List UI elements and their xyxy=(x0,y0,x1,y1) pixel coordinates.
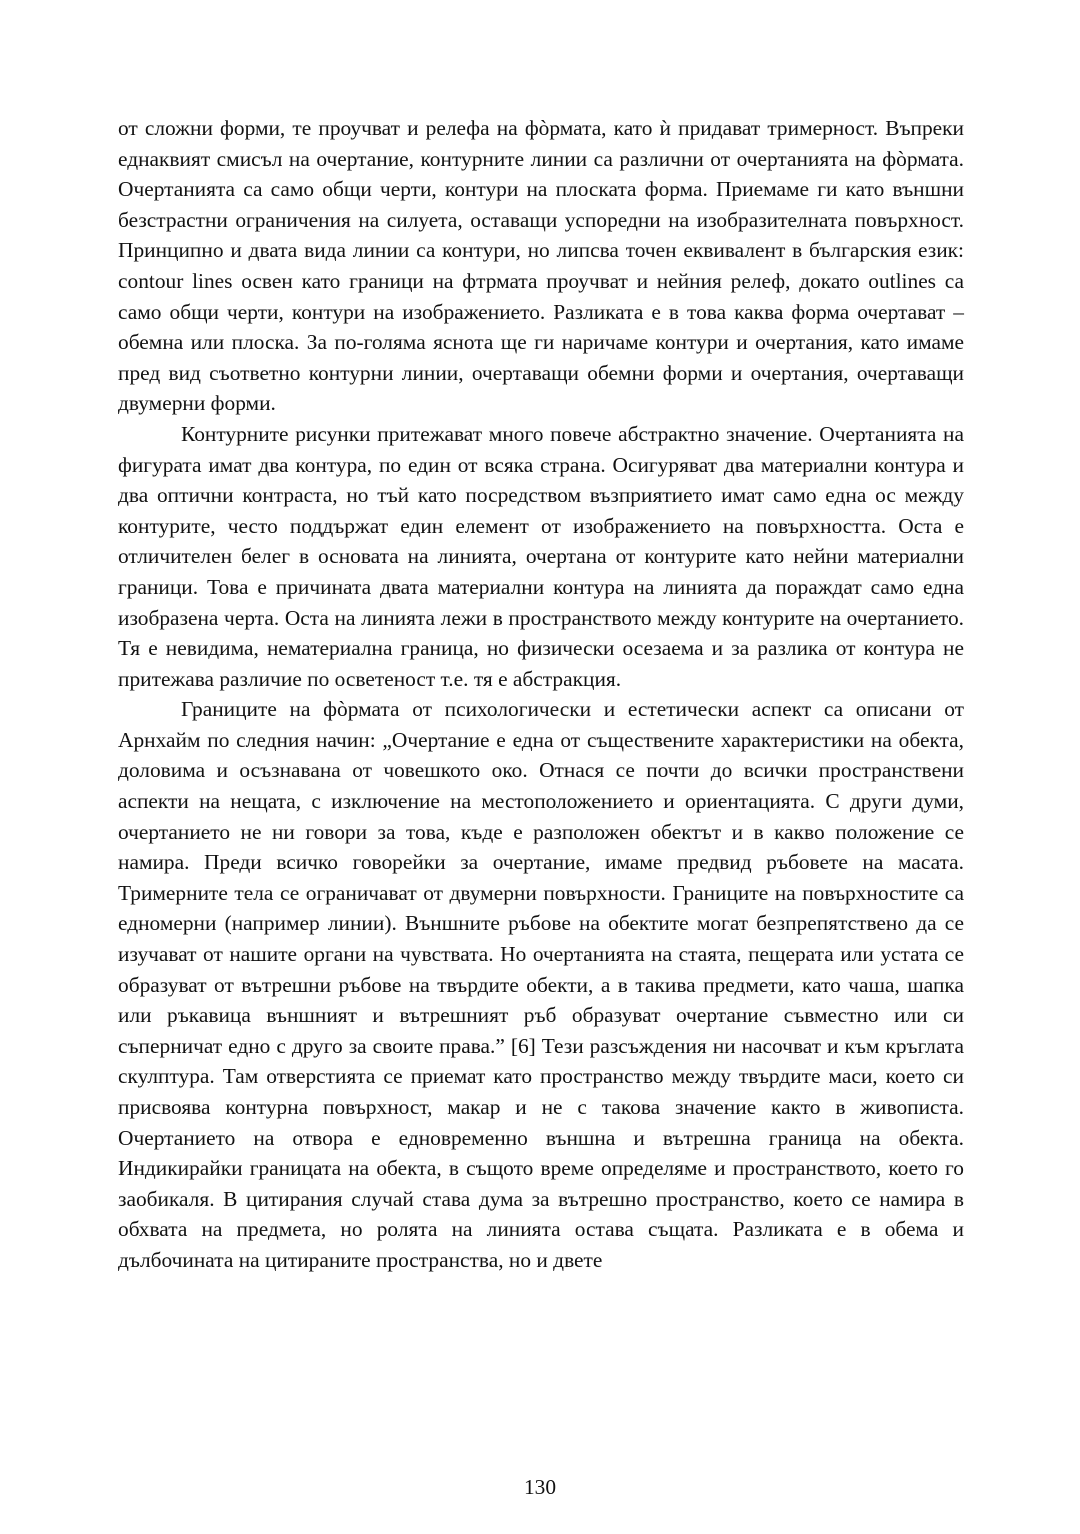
paragraph-3: Границите на фòрмата от психологически и естетически аспект са описани от Арнхайм по следния начин: „Очертание е една от съществените характеристики на обекта, доловима и осъзнавана от човешкото око. Отнася се почти до всички пространствени аспекти на нещата, с изключение на местоположението и ориентацията. С други думи, очертанието не ни говори за това, къде е разположен обектът и в какво положение се намира. Преди всичко говорейки за очертание, имаме предвид ръбовете на масата. Тримерните тела се ограничават от двумерни повърхности. Границите на повърхностите са едномерни (например линии). Външните ръбове на обектите могат безпрепятствено да се изучават от нашите органи на чувствата. Но очертанията на стаята, пещерата или устата се образуват от вътрешни ръбове на твърдите обекти, а в такива предмети, като чаша, шапка или ръкавица външният и вътрешният ръб образуват очертание съвместно или си съперничат едно с друго за своите права.” [6] Тези разсъждения ни насочват и към кръглата скулптура. Там отверстията се приемат като пространство между твърдите маси, което си присвоява контурна повърхност, макар и не с такова значение както в живописта. Очертанието на отвора е едновременно външна и вътрешна граница на обекта. Индикирайки границата на обекта, в същото време определяме и пространството, което го заобикаля. В цитирания случай става дума за вътрешно пространство, което се намира в обхвата на предмета, но ролята на линията остава същата. Разликата е в обема и дълбочината на цитираните пространства, но и двете xyxy=(118,697,964,1272)
body-text xyxy=(118,113,964,1276)
paragraph-1: от сложни форми, те проучват и релефа на фòрмата, като ѝ придават тримерност. Въпреки еднаквият смисъл на очертание, контурните линии са различни от очертанията на фòрмата. Очертанията са само общи черти, контури на плоската форма. Приемаме ги като външни безстрастни ограничения на силуета, оставащи успоредни на изобразителната повърхност. Принципно и двата вида линии са контури, но липсва точен еквивалент в българския език: contour lines освен като граници на фтрмата проучват и нейния релеф, докато outlines са само общи черти, контури на изображението. Разликата е в това каква форма очертават – обемна или плоска. За по-голяма яснота ще ги наричаме контури и очертания, като имаме пред вид съответно контурни линии, очертаващи обемни форми и очертания, очертаващи двумерни форми. xyxy=(118,116,964,416)
page-number: 130 xyxy=(523,1475,557,1499)
paragraph-2: Контурните рисунки притежават много повече абстрактно значение. Очертанията на фигурата имат два контура, по един от всяка страна. Осигуряват два материални контура и два оптични контраста, но тъй като посредством възприятието имат само една ос между контурите, често поддържат един елемент от изображението на повърхността. Оста е отличителен белег в основата на линията, очертана от контурите като нейни материални граници. Това е причината двата материални контура на линията да пораждат само една изобразена черта. Оста на линията лежи в пространството между контурите на очертанието. Тя е невидима, нематериална граница, но физически осезаема и за разлика от контура не притежава различие по осветеност т.е. тя е абстракция. xyxy=(118,421,964,691)
